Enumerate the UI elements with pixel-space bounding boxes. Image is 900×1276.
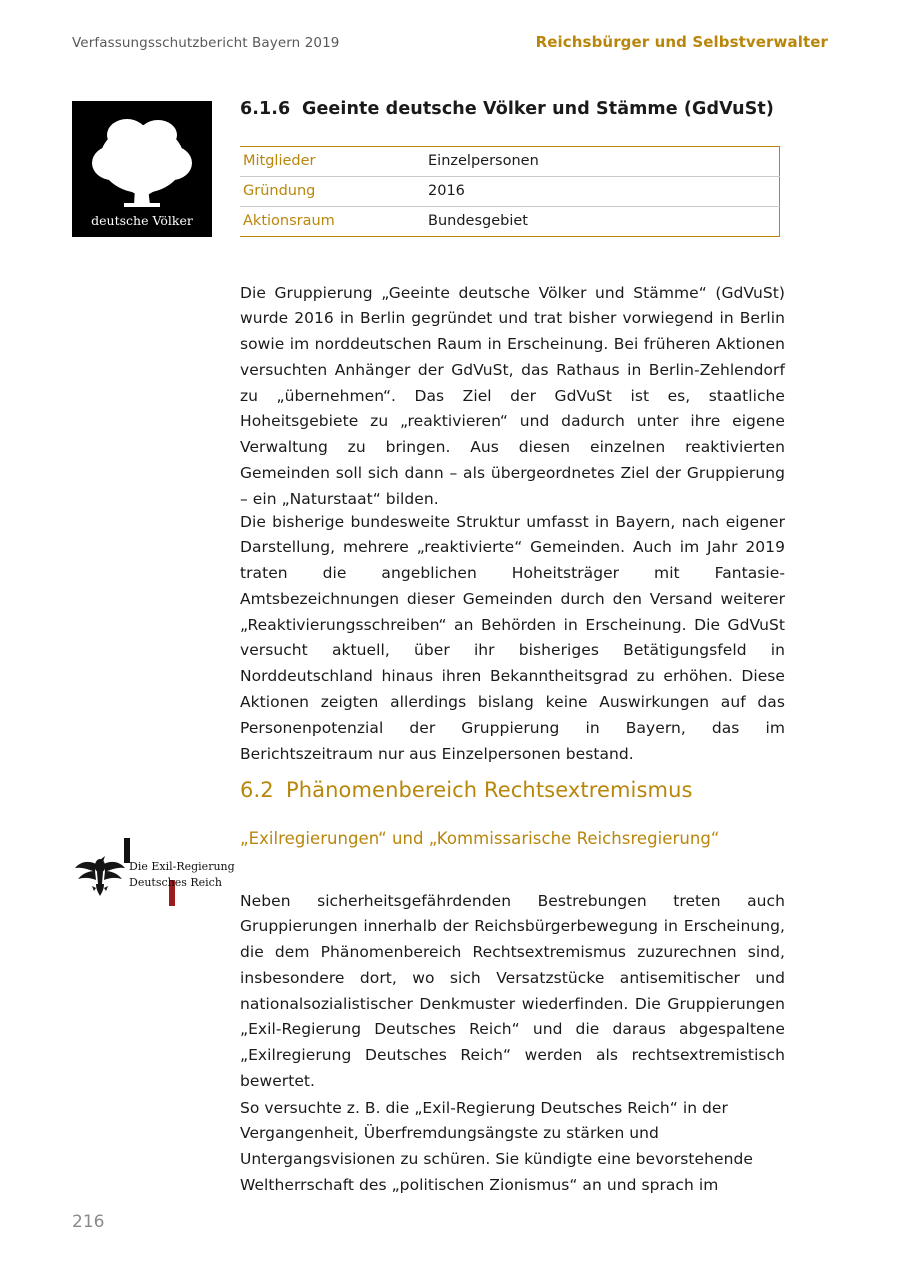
section-title: Geeinte deutsche Völker und Stämme (GdVuSt) <box>302 99 774 119</box>
table-label: Aktionsraum <box>243 213 335 229</box>
table-value: Bundesgebiet <box>428 213 528 229</box>
table-row <box>240 177 780 207</box>
running-head-left: Verfassungsschutzbericht Bayern 2019 <box>72 35 340 51</box>
tree-logo-caption: deutsche Völker <box>91 213 193 228</box>
exil-logo-line2: Deutsches Reich <box>129 876 222 889</box>
body-paragraph: Die Gruppierung „Geeinte deutsche Völker und Stämme“ (GdVuSt) wurde 2016 in Berlin gegründet und trat bisher vorwiegend in Berlin sowie im norddeutschen Raum in Erscheinung. Bei früheren Aktionen versuchten Anhänger der GdVuSt, das Rathaus in Berlin-Zehlendorf zu „übernehmen“. Das Ziel der GdVuSt ist es, staatliche Hoheitsgebiete zu „reaktivieren“ und dadurch unter ihre eigene Verwaltung zu bringen. Aus diesen einzelnen reaktivierten Gemeinden soll sich dann – als übergeordnetes Ziel der Gruppierung – ein „Naturstaat“ bilden. <box>240 283 785 508</box>
table-label: Mitglieder <box>240 147 428 177</box>
body-paragraph: Die bisherige bundesweite Struktur umfasst in Bayern, nach eigener Darstellung, mehrere „reaktivierte“ Gemeinden. Auch im Jahr 2019 traten die angeblichen Hoheitsträger mit Fantasie-Amtsbezeichnungen dieser Gemeinden durch den Versand weiterer „Reaktivierungsschreiben“ an Behörden in Erscheinung. Die GdVuSt versucht aktuell, über ihr bisheriges Betätigungsfeld in Norddeutschland hinaus ihren Bekanntheitsgrad zu erhöhen. Diese Aktionen zeigten allerdings bislang keine Auswirkungen auf das Personenpotenzial der Gruppierung in Bayern, das im Berichtszeitraum nur aus Einzelpersonen bestand. <box>240 512 785 763</box>
table-value: 2016 <box>428 177 780 207</box>
eagle-icon <box>72 846 128 898</box>
running-head <box>72 33 828 51</box>
exil-logo-line1: Die Exil-Regierung <box>129 860 235 873</box>
tree-logo <box>72 101 212 237</box>
page-number: 216 <box>72 1212 105 1232</box>
exil-regierung-logo <box>72 836 235 911</box>
table-row <box>240 207 780 237</box>
info-table <box>240 146 780 237</box>
body-paragraph: Neben sicherheitsgefährdenden Bestrebungen treten auch Gruppierungen innerhalb der Reichsbürgerbewegung in Erscheinung, die dem Phänomenbereich Rechtsextremismus zuzurechnen sind, insbesondere dort, wo sich Versatzstücke antisemitischer und nationalsozialistischer Denkmuster wiederfinden. Die Gruppierungen „Exil-Regierung Deutsches Reich“ und die daraus abgespaltene „Exilregierung Deutsches Reich“ werden als rechtsextremistisch bewertet. <box>240 891 785 1091</box>
sub-heading: „Exilregierungen“ und „Kommissarische Reichsregierung“ <box>240 829 720 848</box>
chapter-title: Phänomenbereich Rechtsextremismus <box>286 778 693 802</box>
running-head-right: Reichsbürger und Selbstverwalter <box>535 33 828 51</box>
table-row <box>240 147 780 177</box>
table-value: Einzelpersonen <box>428 147 780 177</box>
chapter-heading <box>240 778 800 802</box>
body-paragraph: So versuchte z. B. die „Exil-Regierung Deutsches Reich“ in der Vergangenheit, Überfremdungsängste zu stärken und Untergangsvisionen zu schüren. Sie kündigte eine bevorstehende Weltherrschaft des „politischen Zionismus“ an und sprach im <box>240 1098 753 1194</box>
section-number: 6.1.6 <box>240 99 291 119</box>
chapter-number: 6.2 <box>240 778 274 802</box>
section-heading <box>240 99 830 119</box>
table-label: Gründung <box>240 177 428 207</box>
